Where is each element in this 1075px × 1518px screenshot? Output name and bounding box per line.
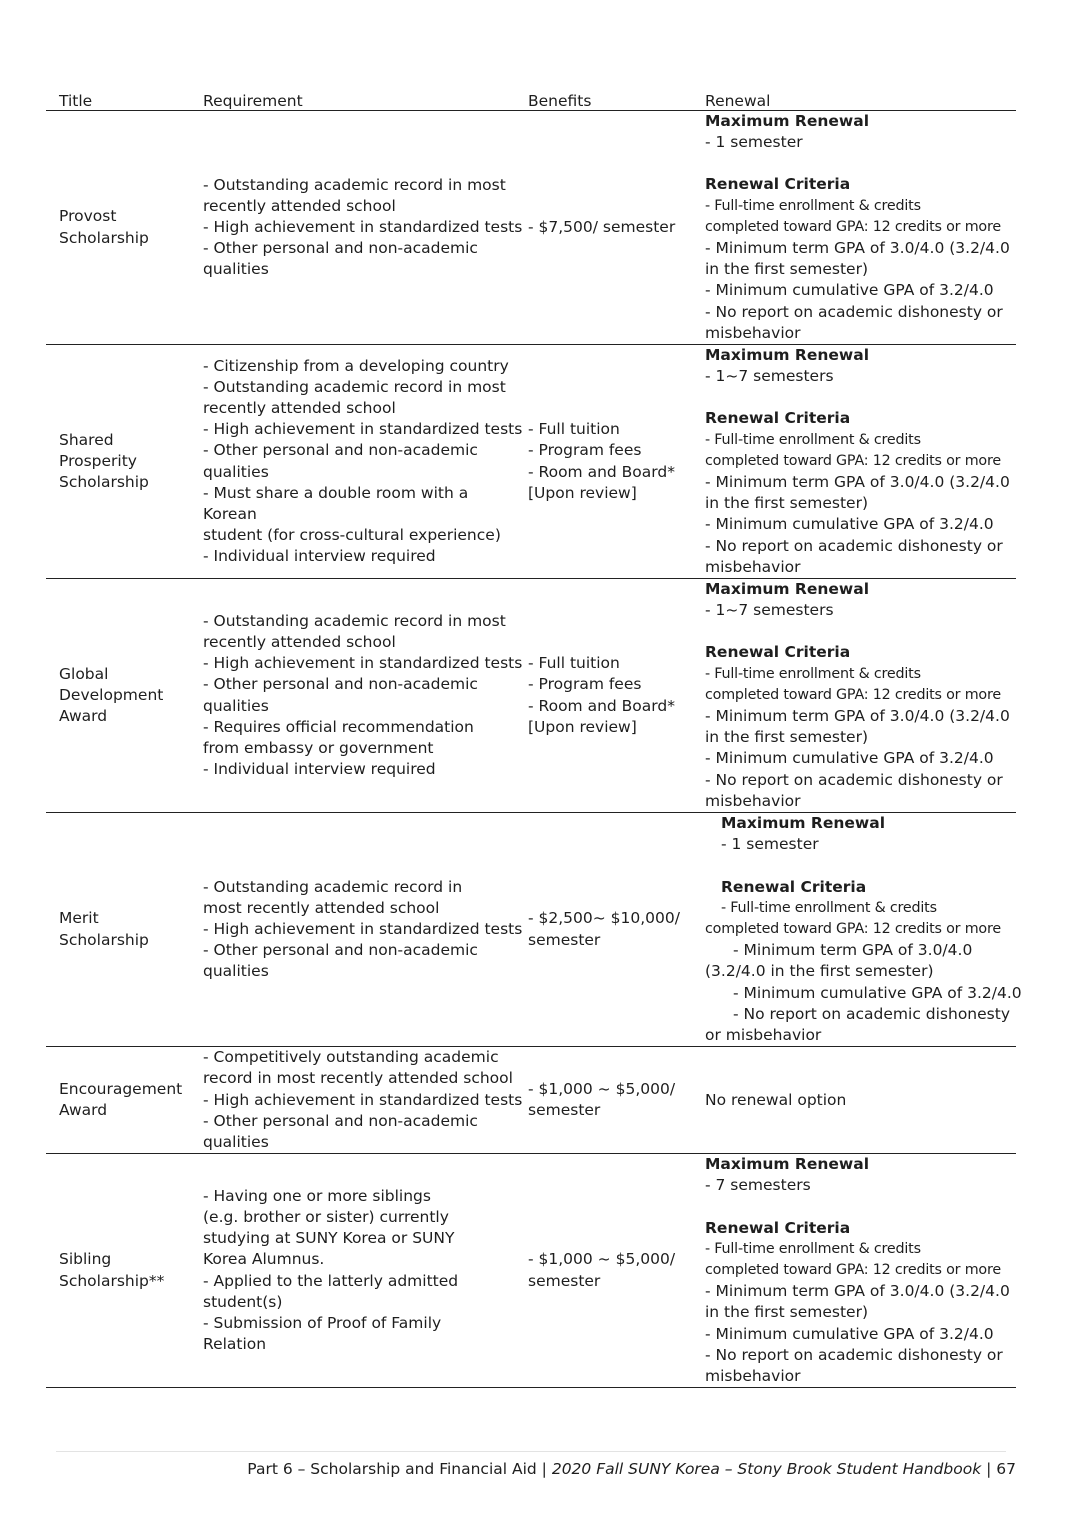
title-line: Encouragement	[59, 1079, 183, 1098]
criteria-line: - Full-time enrollment & credits	[705, 665, 921, 682]
benefit-line: [Upon review]	[528, 483, 637, 502]
table-row	[46, 1154, 1016, 1388]
benefit-line: - Full tuition	[528, 420, 620, 439]
benefit-line: - $2,500~ $10,000/	[528, 909, 680, 928]
max-renewal-label: Maximum Renewal	[705, 112, 870, 130]
cell-title	[46, 813, 203, 1047]
requirement-line: - Applied to the latterly admitted	[203, 1271, 459, 1290]
requirement-line: Korea Alumnus.	[203, 1250, 325, 1269]
cell-benefits	[528, 1154, 705, 1388]
max-renewal-value: - 1~7 semesters	[705, 367, 834, 386]
requirement-line: - Other personal and non-academic	[203, 1111, 478, 1130]
cell-requirement	[203, 345, 528, 579]
title-line: Sibling	[59, 1250, 112, 1269]
table-row	[46, 579, 1016, 813]
requirement-line: record in most recently attended school	[203, 1069, 513, 1088]
title-line: Scholarship	[59, 930, 149, 949]
requirement-line: - Other personal and non-academic	[203, 941, 478, 960]
requirement-line: - High achievement in standardized tests	[203, 654, 523, 673]
requirement-line: - Outstanding academic record in	[203, 877, 463, 896]
requirement-line: qualities	[203, 962, 269, 981]
requirement-line: qualities	[203, 462, 269, 481]
max-renewal-label: Maximum Renewal	[721, 814, 886, 833]
cell-requirement	[203, 1154, 528, 1388]
criteria-line: - No report on academic dishonesty or	[705, 536, 1003, 555]
criteria-line: completed toward GPA: 12 credits or more	[705, 1261, 1001, 1278]
criteria-line: - Full-time enrollment & credits	[705, 1240, 921, 1257]
requirement-line: - Must share a double room with a	[203, 483, 469, 502]
cell-renewal	[705, 813, 1022, 1047]
benefit-line: - $1,000 ~ $5,000/	[528, 1079, 676, 1098]
renewal-criteria-label: Renewal Criteria	[721, 877, 867, 896]
cell-benefits	[528, 813, 705, 1047]
renewal-criteria-label: Renewal Criteria	[705, 409, 851, 428]
max-renewal-label: Maximum Renewal	[705, 1155, 870, 1174]
title-line: Prosperity	[59, 451, 137, 470]
requirement-line: recently attended school	[203, 632, 396, 651]
criteria-line: - Minimum term GPA of 3.0/4.0 (3.2/4.0	[705, 239, 1010, 258]
cell-title	[46, 579, 203, 813]
cell-requirement	[203, 1047, 528, 1154]
requirement-line: - Outstanding academic record in most	[203, 377, 506, 396]
criteria-line: - Minimum term GPA of 3.0/4.0	[733, 941, 973, 960]
spacer	[705, 387, 1016, 408]
cell-benefits	[528, 345, 705, 579]
title-line: Scholarship**	[59, 1271, 165, 1290]
cell-title	[46, 1047, 203, 1154]
title-line: Global	[59, 664, 109, 683]
benefit-line: [Upon review]	[528, 717, 637, 736]
cell-requirement	[203, 813, 528, 1047]
requirement-line: student (for cross-cultural experience)	[203, 526, 501, 545]
footer-page-number: | 67	[986, 1460, 1016, 1478]
header-requirement: Requirement	[203, 88, 528, 111]
criteria-line: completed toward GPA: 12 credits or more	[705, 920, 1001, 937]
cell-title	[46, 1154, 203, 1388]
requirement-line: qualities	[203, 1132, 269, 1151]
requirement-line: qualities	[203, 260, 269, 279]
requirement-line: student(s)	[203, 1292, 283, 1311]
requirement-line: - Other personal and non-academic	[203, 239, 478, 258]
requirement-line: studying at SUNY Korea or SUNY	[203, 1229, 455, 1248]
requirement-line: - Individual interview required	[203, 760, 436, 779]
criteria-line: completed toward GPA: 12 credits or more	[705, 686, 1001, 703]
cell-renewal	[705, 1047, 1016, 1154]
footer-divider	[56, 1451, 1006, 1452]
requirement-line: (e.g. brother or sister) currently	[203, 1208, 449, 1227]
requirement-line: - High achievement in standardized tests	[203, 420, 523, 439]
requirement-line: Korean	[203, 504, 257, 523]
benefit-line: - $1,000 ~ $5,000/	[528, 1250, 676, 1269]
page-footer	[247, 1460, 1016, 1478]
max-renewal-value: - 1~7 semesters	[705, 601, 834, 620]
benefit-line: semester	[528, 1271, 601, 1290]
benefit-line: - Room and Board*	[528, 462, 675, 481]
requirement-line: - Submission of Proof of Family	[203, 1314, 442, 1333]
max-renewal-label: Maximum Renewal	[705, 580, 870, 599]
footer-section: Part 6 – Scholarship and Financial Aid |	[247, 1460, 547, 1478]
requirement-line: from embassy or government	[203, 738, 434, 757]
criteria-line: - Full-time enrollment & credits	[705, 431, 921, 448]
header-renewal: Renewal	[705, 88, 1016, 111]
table-row	[46, 1047, 1016, 1154]
criteria-line: misbehavior	[705, 323, 801, 342]
criteria-line: completed toward GPA: 12 credits or more	[705, 218, 1001, 235]
spacer	[705, 621, 1016, 642]
criteria-line: - Full-time enrollment & credits	[705, 197, 921, 214]
criteria-line: - Full-time enrollment & credits	[721, 899, 937, 916]
title-line: Award	[59, 707, 108, 726]
requirement-line: recently attended school	[203, 398, 396, 417]
title-line: Development	[59, 685, 164, 704]
criteria-line: in the first semester)	[705, 260, 868, 279]
cell-renewal	[705, 579, 1016, 813]
benefit-line: semester	[528, 1101, 601, 1120]
cell-benefits	[528, 579, 705, 813]
title-line: Shared	[59, 430, 114, 449]
criteria-line: misbehavior	[705, 1366, 801, 1385]
cell-title	[46, 111, 203, 345]
criteria-line: misbehavior	[705, 557, 801, 576]
criteria-line: - Minimum term GPA of 3.0/4.0 (3.2/4.0	[705, 1282, 1010, 1301]
requirement-line: - Outstanding academic record in most	[203, 611, 506, 630]
criteria-line: or misbehavior	[705, 1025, 822, 1044]
renewal-criteria-label: Renewal Criteria	[705, 1218, 851, 1237]
requirement-line: - Outstanding academic record in most	[203, 175, 506, 194]
requirement-line: - High achievement in standardized tests	[203, 1090, 523, 1109]
spacer	[705, 856, 1016, 877]
requirement-line: - Having one or more siblings	[203, 1186, 431, 1205]
criteria-line: - No report on academic dishonesty or	[705, 770, 1003, 789]
title-line: Scholarship	[59, 228, 149, 247]
criteria-line: - Minimum cumulative GPA of 3.2/4.0	[705, 515, 994, 534]
criteria-line: - Minimum cumulative GPA of 3.2/4.0	[705, 281, 994, 300]
requirement-line: - Individual interview required	[203, 547, 436, 566]
requirement-line: qualities	[203, 696, 269, 715]
benefit-line: - Program fees	[528, 675, 642, 694]
criteria-line: - No report on academic dishonesty or	[705, 302, 1003, 321]
requirement-line: recently attended school	[203, 196, 396, 215]
header-benefits: Benefits	[528, 88, 705, 111]
criteria-line: - Minimum cumulative GPA of 3.2/4.0	[733, 983, 1022, 1002]
criteria-line: - No report on academic dishonesty or	[705, 1345, 1003, 1364]
cell-requirement	[203, 111, 528, 345]
max-renewal-value: - 7 semesters	[705, 1176, 811, 1195]
cell-title	[46, 345, 203, 579]
requirement-line: - Citizenship from a developing country	[203, 356, 509, 375]
cell-renewal	[705, 111, 1016, 345]
table-row	[46, 111, 1016, 345]
requirement-line: - Competitively outstanding academic	[203, 1048, 499, 1067]
spacer	[705, 153, 1016, 174]
cell-benefits	[528, 1047, 705, 1154]
requirement-line: Relation	[203, 1335, 267, 1354]
benefit-line: - Room and Board*	[528, 696, 675, 715]
table-row	[46, 345, 1016, 579]
criteria-line: - Minimum term GPA of 3.0/4.0 (3.2/4.0	[705, 473, 1010, 492]
max-renewal-label: Maximum Renewal	[705, 346, 870, 365]
cell-renewal	[705, 345, 1016, 579]
renewal-text: No renewal option	[705, 1090, 847, 1109]
criteria-line: in the first semester)	[705, 1303, 868, 1322]
table-row	[46, 813, 1016, 1047]
spacer	[705, 1197, 1016, 1218]
requirement-line: most recently attended school	[203, 898, 440, 917]
max-renewal-value: - 1 semester	[705, 133, 803, 152]
scholarship-table	[46, 88, 1022, 1388]
criteria-line: - Minimum term GPA of 3.0/4.0 (3.2/4.0	[705, 707, 1010, 726]
max-renewal-value: - 1 semester	[721, 835, 819, 854]
benefit-line: - $7,500/ semester	[528, 217, 676, 236]
title-line: Scholarship	[59, 473, 149, 492]
footer-handbook-title: 2020 Fall SUNY Korea – Stony Brook Student Handbook	[551, 1460, 982, 1478]
title-line: Award	[59, 1101, 108, 1120]
requirement-line: - High achievement in standardized tests	[203, 217, 523, 236]
renewal-criteria-label: Renewal Criteria	[705, 643, 851, 662]
requirement-line: - Other personal and non-academic	[203, 441, 478, 460]
requirement-line: - High achievement in standardized tests	[203, 920, 523, 938]
benefit-line: - Program fees	[528, 441, 642, 460]
criteria-line: completed toward GPA: 12 credits or more	[705, 452, 1001, 469]
cell-requirement	[203, 579, 528, 813]
criteria-line: in the first semester)	[705, 728, 868, 747]
criteria-line: - Minimum cumulative GPA of 3.2/4.0	[705, 749, 994, 768]
criteria-line: - No report on academic dishonesty	[733, 1004, 1010, 1023]
benefit-line: - Full tuition	[528, 654, 620, 673]
renewal-criteria-label: Renewal Criteria	[705, 175, 851, 194]
requirement-line: - Requires official recommendation	[203, 717, 474, 736]
table-header-row	[46, 88, 1016, 111]
cell-renewal	[705, 1154, 1016, 1388]
criteria-line: (3.2/4.0 in the first semester)	[705, 962, 934, 981]
criteria-line: misbehavior	[705, 791, 801, 810]
title-line: Merit	[59, 909, 99, 928]
benefit-line: semester	[528, 930, 601, 949]
header-title: Title	[46, 88, 203, 111]
cell-benefits	[528, 111, 705, 345]
requirement-line: - Other personal and non-academic	[203, 675, 478, 694]
title-line: Provost	[59, 207, 117, 226]
criteria-line: in the first semester)	[705, 494, 868, 513]
criteria-line: - Minimum cumulative GPA of 3.2/4.0	[705, 1324, 994, 1343]
